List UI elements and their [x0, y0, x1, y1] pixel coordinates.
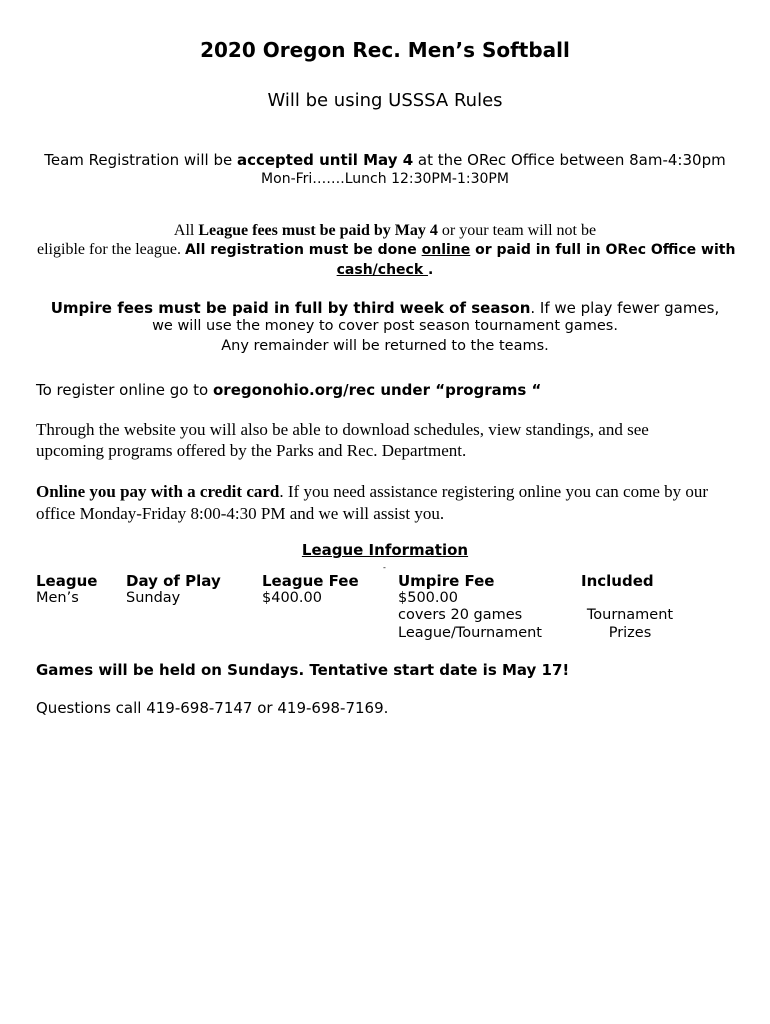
payment-line-2: office Monday-Friday 8:00-4:30 PM and we will assist you.: [36, 504, 445, 523]
umpire-fee-notice: Umpire fees must be paid in full by third week of season: [50, 299, 531, 317]
registration-hours: at the ORec Office between 8am-4:30pm: [413, 151, 726, 169]
header-included: Included: [581, 572, 654, 590]
cell-league: Men’s: [36, 590, 79, 606]
fees-text: All: [173, 222, 199, 239]
stray-dash: -: [383, 563, 386, 572]
cell-included-prizes: Prizes: [608, 625, 652, 641]
fees-line-2: [37, 241, 735, 259]
header-umpire-fee: Umpire Fee: [398, 572, 495, 590]
header-day-of-play: Day of Play: [126, 572, 221, 590]
cell-day: Sunday: [126, 590, 181, 606]
online-text: To register online go to: [36, 381, 213, 399]
online-url: oregonohio.org/rec under “programs “: [213, 381, 542, 399]
fees-line-1: [0, 222, 770, 240]
registration-line-1: [0, 151, 770, 169]
umpire-line-2: we will use the money to cover post season tournament games.: [152, 318, 618, 334]
cell-umpire-games: covers 20 games: [398, 607, 523, 623]
cell-included-tournament: Tournament: [586, 607, 674, 623]
header-league: League: [36, 572, 98, 590]
cell-league-fee: $400.00: [262, 590, 322, 606]
league-info-heading-text: League Information: [301, 541, 469, 559]
header-league-fee: League Fee: [262, 572, 359, 590]
fees-office-text: or paid in full in ORec Office with: [470, 242, 736, 258]
fees-line-3: [0, 262, 770, 278]
fees-period: .: [428, 262, 434, 278]
payment-line-1: [36, 482, 708, 502]
page-title: 2020 Oregon Rec. Men’s Softball: [200, 38, 570, 62]
league-info-heading: [0, 541, 770, 559]
registration-line-2: Mon-Fri…….Lunch 12:30PM-1:30PM: [261, 171, 509, 187]
fees-cash-check: cash/check: [336, 262, 429, 278]
games-schedule-note: Games will be held on Sundays. Tentative start date is May 17!: [36, 661, 570, 679]
online-register-line: [36, 381, 541, 399]
cell-umpire-scope: League/Tournament: [398, 625, 542, 641]
page-subtitle: Will be using USSSA Rules: [267, 90, 503, 111]
fees-registration-text: All registration must be done: [184, 242, 422, 258]
cell-umpire-fee: $500.00: [398, 590, 458, 606]
website-line-2: upcoming programs offered by the Parks and Rec. Department.: [36, 441, 467, 460]
fees-text-post: or your team will not be: [437, 222, 597, 239]
umpire-line-1: [0, 299, 770, 317]
registration-text: Team Registration will be: [44, 151, 237, 169]
umpire-fewer-games: . If we play fewer games,: [530, 299, 720, 317]
umpire-line-3: Any remainder will be returned to the teams.: [221, 338, 549, 354]
fees-eligibility: eligible for the league.: [37, 241, 185, 258]
fees-deadline: League fees must be paid by May 4: [198, 222, 438, 239]
registration-deadline: accepted until May 4: [236, 151, 414, 169]
website-line-1: Through the website you will also be able to download schedules, view standings, and see: [36, 420, 649, 439]
payment-credit-card: Online you pay with a credit card: [36, 482, 280, 501]
questions-contact: Questions call 419-698-7147 or 419-698-7169.: [36, 699, 389, 717]
payment-assistance: . If you need assistance registering online you can come by our: [279, 482, 709, 501]
fees-online-word: online: [421, 242, 471, 258]
